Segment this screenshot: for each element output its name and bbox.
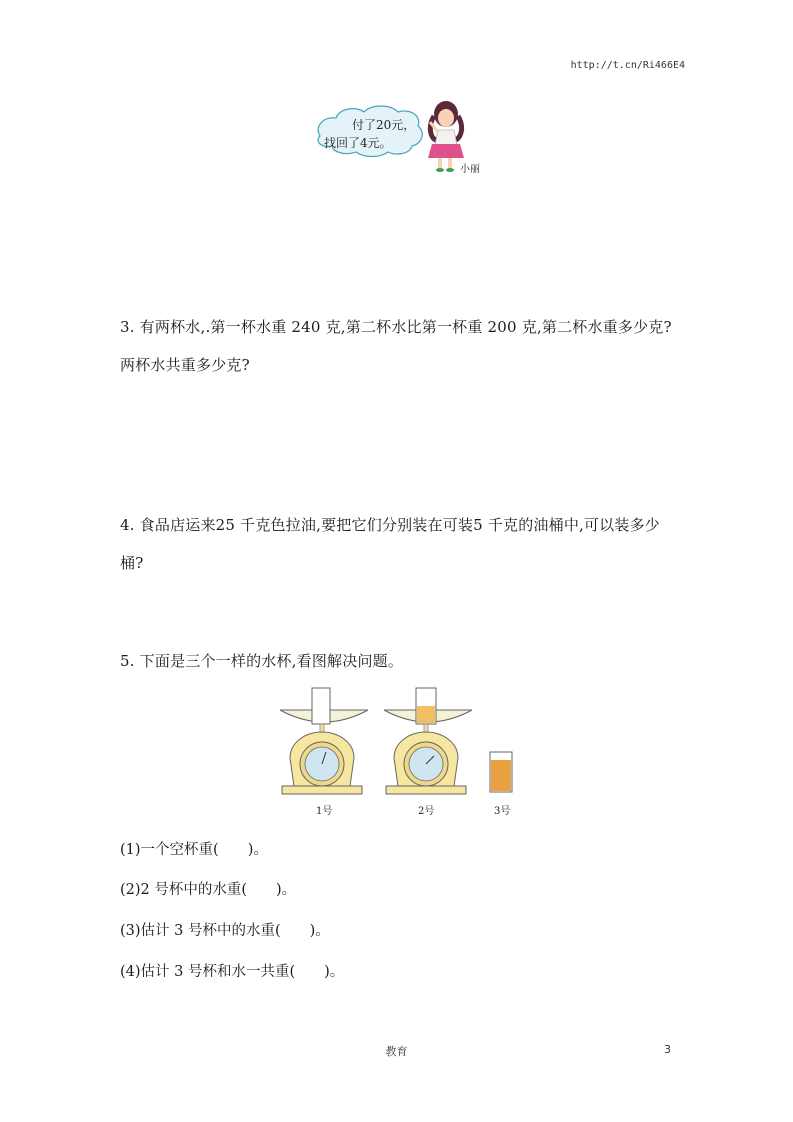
- page-number: 3: [664, 1043, 671, 1056]
- girl-speech-illustration: [310, 96, 490, 180]
- speech-line-2: 找回了4元。: [324, 136, 392, 150]
- header-url: http://t.cn/Ri466E4: [570, 60, 685, 71]
- question-3-line-2: 两杯水共重多少克?: [120, 356, 250, 374]
- cup-3: [490, 752, 512, 792]
- girl-figure: [428, 101, 464, 172]
- sub-question-4: (4)估计 3 号杯和水一共重( )。: [120, 964, 345, 980]
- question-3-line-1: 3. 有两杯水,.第一杯水重 240 克,第二杯水比第一杯重 200 克,第二杯水重多少克?: [120, 318, 672, 336]
- scale-2-label: 2号: [418, 806, 435, 817]
- girl-name: 小丽: [460, 164, 480, 175]
- scale-1: [280, 688, 368, 794]
- question-4-line-2: 桶?: [120, 554, 144, 572]
- scale-2: [384, 688, 472, 794]
- speech-line-1: 付了20元，: [352, 118, 416, 132]
- scale-1-label: 1号: [316, 806, 333, 817]
- footer-text: 教育: [385, 1045, 408, 1058]
- sub-question-1: (1)一个空杯重( )。: [120, 842, 268, 858]
- cup-3-label: 3号: [494, 806, 511, 817]
- sub-question-2: (2)2 号杯中的水重( )。: [120, 882, 297, 898]
- scales-figure: [276, 684, 516, 820]
- question-5-title: 5. 下面是三个一样的水杯,看图解决问题。: [120, 652, 404, 670]
- sub-question-3: (3)估计 3 号杯中的水重( )。: [120, 923, 330, 939]
- question-4-line-1: 4. 食品店运来25 千克色拉油,要把它们分别装在可装5 千克的油桶中,可以装多少: [120, 516, 660, 534]
